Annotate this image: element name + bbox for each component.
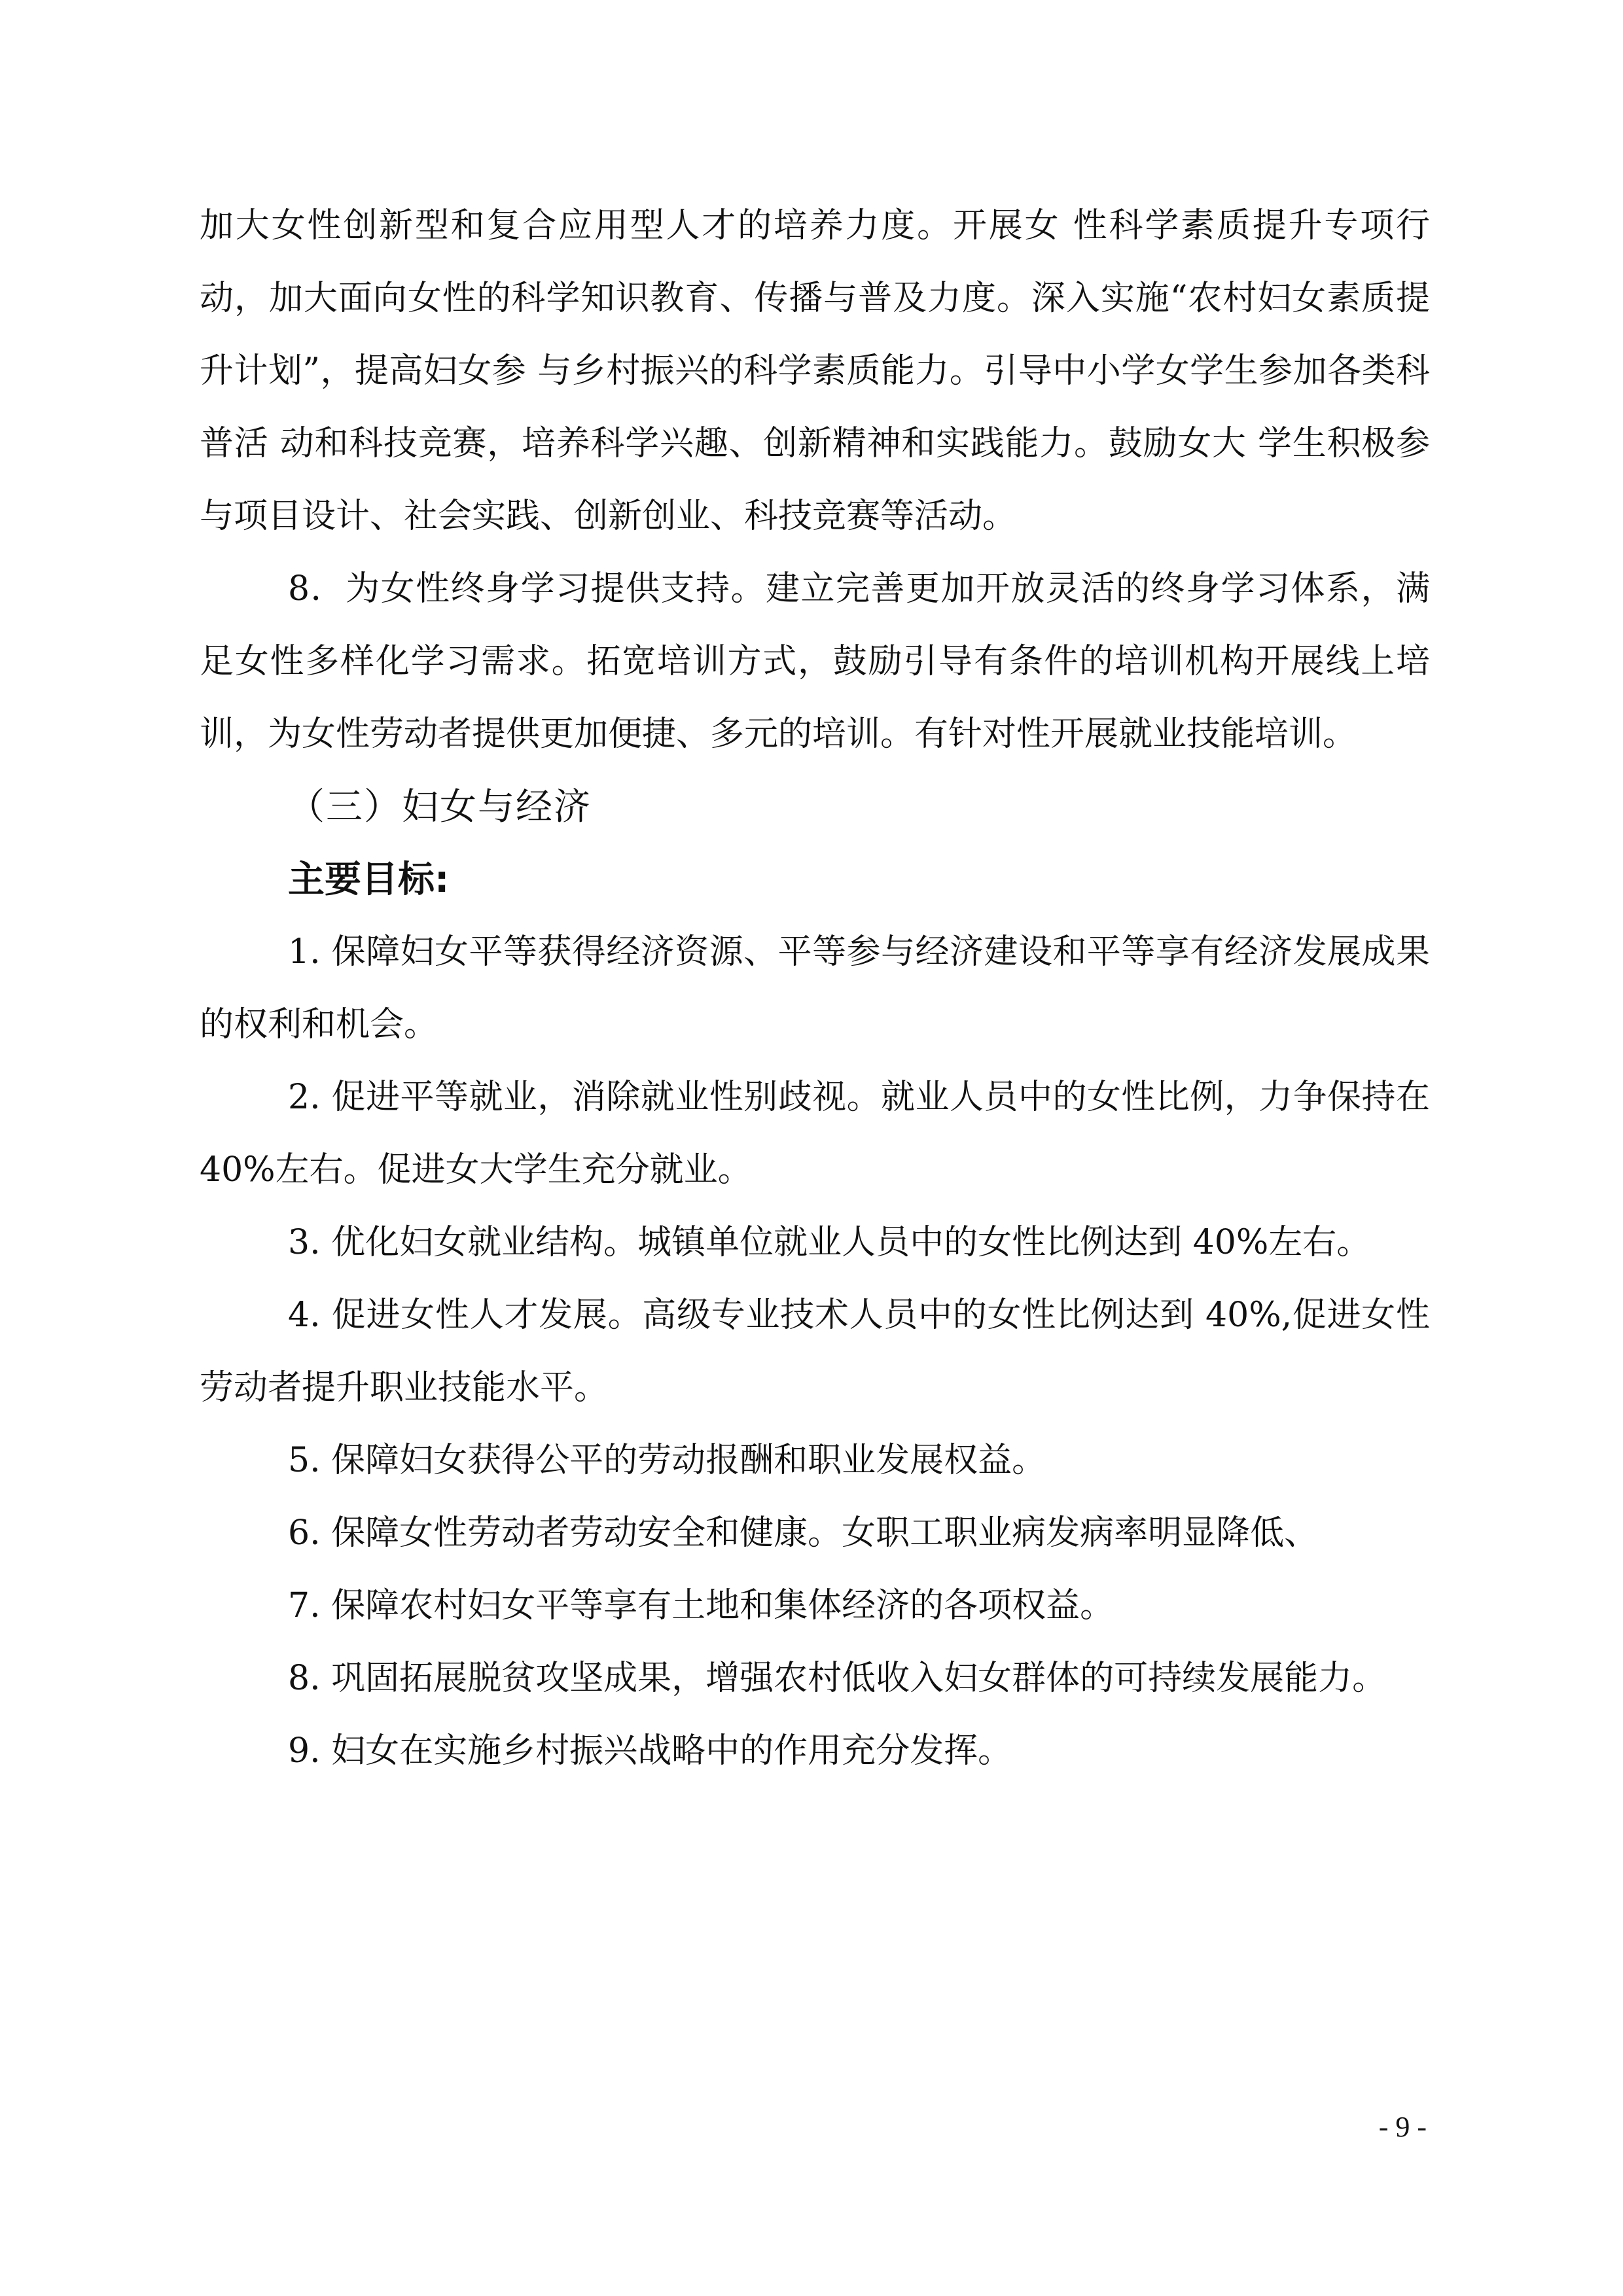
paragraph-science-literacy: 加大女性创新型和复合应用型人才的培养力度。开展女 性科学素质提升专项行动，加大面向女性的科学知识教育、传播与普及力度。深入实施“农村妇女素质提升计划”，提高妇女参 与乡村振兴的科学素质能力。引导中小学女学生参加各类科普活 动和科技竞赛，培养科学兴趣、创新精神和实践能力。鼓励女大 学生积极参与项目设计、社会实践、创新创业、科技竞赛等活动。 — [200, 206, 1430, 536]
goal-item: 6. 保障女性劳动者劳动安全和健康。女职工职业病发病率明显降低、 — [288, 1513, 1319, 1553]
main-goals-heading: 主要目标: — [288, 858, 450, 901]
section-heading: （三）妇女与经济 — [288, 786, 592, 828]
goal-item: 1. 保障妇女平等获得经济资源、平等参与经济建设和平等享有经济发展成果的权利和机会。 — [200, 932, 1430, 1044]
paragraph-lifelong-learning: 8．为女性终身学习提供支持。建立完善更加开放灵活的终身学习体系，满足女性多样化学习需求。拓宽培训方式，鼓励引导有条件的培训机构开展线上培训，为女性劳动者提供更加便捷、多元的培训。有针对性开展就业技能培训。 — [200, 569, 1430, 754]
goal-item: 9. 妇女在实施乡村振兴战略中的作用充分发挥。 — [288, 1731, 1012, 1771]
goal-item: 4. 促进女性人才发展。高级专业技术人员中的女性比例达到 40%,促进女性劳动者提升职业技能水平。 — [200, 1296, 1430, 1407]
document-body — [200, 190, 1430, 1788]
page-number: - 9 - — [1378, 2111, 1427, 2143]
goal-item: 7. 保障农村妇女平等享有土地和集体经济的各项权益。 — [288, 1586, 1115, 1625]
goal-item: 8. 巩固拓展脱贫攻坚成果，增强农村低收入妇女群体的可持续发展能力。 — [288, 1659, 1387, 1698]
goal-item: 3. 优化妇女就业结构。城镇单位就业人员中的女性比例达到 40%左右。 — [288, 1223, 1371, 1262]
goal-item: 5. 保障妇女获得公平的劳动报酬和职业发展权益。 — [288, 1441, 1046, 1480]
goal-item: 2. 促进平等就业，消除就业性别歧视。就业人员中的女性比例，力争保持在 40%左右。促进女大学生充分就业。 — [200, 1078, 1430, 1190]
